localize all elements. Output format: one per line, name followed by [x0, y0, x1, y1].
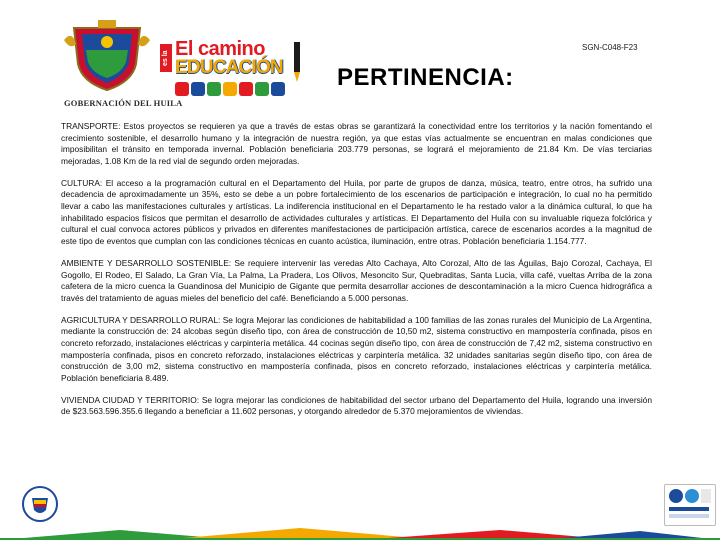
strip-green-icon	[207, 82, 221, 96]
campaign-line2: EDUCACIÓN	[175, 57, 283, 78]
document-body	[61, 121, 652, 429]
campaign-icon-strip	[175, 82, 285, 98]
section-agricultura: AGRICULTURA Y DESARROLLO RURAL: Se logra Mejorar las condiciones de habitabilidad a 100 familias de las zonas rurales del Municipio de La Argentina, mediante la construcción de: 24 alcobas según diseño tipo, con área de construcción de 10,50 m2, sistema constructivo en mampostería confinada, pisos en concreto reforzado, instalaciones eléctricas y carpintería metálica. 44 cocinas según diseño tipo, con área de construcción de 7,42 m2, sistema constructivo en mampostería confinada, pisos en concreto reforzado, instalaciones eléctricas y carpintería metálica. 32 unidades sanitarias según diseño tipo, con área de construcción de 3,00 m2, sistema constructivo en mampostería confinada, pisos en concreto reforzado, instalaciones eléctricas y carpintería metálica. Población beneficiaria 8.489.	[61, 314, 652, 383]
section-ambiente: AMBIENTE Y DESARROLLO SOSTENIBLE: Se requiere intervenir las veredas Alto Cachaya, Alto Corozal, Alto de las Águilas, Bajo Corozal, Cachaya, El Gogollo, El Rodeo, El Salado, La Gran Vía, La Palma, La Pradera, Los Olivos, Mesoncito Sur, Quebraditas, Santa Lucia, villa café, vueltas Arriba de la zona cafetera de la micro cuenca la Guandinosa del Municipio de Gigante que permita desarrollar acciones de descontaminación a la micro Cuenca hidrográfica a través del tratamiento de aguas mieles del beneficio del café. Beneficiando a 5.000 personas.	[61, 257, 652, 303]
section-transporte: TRANSPORTE: Estos proyectos se requieren ya que a través de estas obras se garantizará la conectividad entre los territorios y la nación fomentando el crecimiento sostenible, el desarrollo humano y la integración de nuestra región, ya que estas vías actualmente se encuentran en malas condiciones que imposibilitan el tránsito en temporada invernal. Población beneficiaria 203.779 personas, se logrará el mejoramiento de 21.84 Km. De vías terciarias mejoradas, 1.08 Km de la red vial de segundo orden mejoradas.	[61, 121, 652, 166]
strip-green2-icon	[255, 82, 269, 96]
strip-blue2-icon	[271, 82, 285, 96]
section-cultura: CULTURA: El acceso a la programación cultural en el Departamento del Huila, por parte de grupos de danza, música, teatro, entre otros, ha sufrido una decadencia de aproximadamente un 35%, esto se debe a un pobre fortalecimiento de los escenarios de participación e integración, lo cual no ha permitido llevar a cabo las manifestaciones culturales y artísticas. La indiferencia institucional en el Departamento le ha restado valor a la dinámica cultural, lo que ha inhabilitado espacios físicos que permitan el desarrollo de actividades culturales y artísticas. El Departamento del Huila con su invaluable riqueza folclórica y cultural el cual convoca actores públicos y privados en diferentes manifestaciones de participación artística, carece de escenarios acordes a la magnitud de este tipo de eventos que cumplan con las condiciones técnicas en cuanto acústica, iluminación, entre otras. Población beneficiaria 1.154.777.	[61, 177, 652, 246]
logo-bar-light	[669, 514, 709, 518]
strip-yellow-icon	[223, 82, 237, 96]
strip-blue-icon	[191, 82, 205, 96]
page-header	[0, 0, 720, 118]
logo-bar-blue	[669, 507, 709, 511]
logo-block-grey	[701, 489, 711, 503]
huila-shield-icon	[62, 20, 152, 92]
org-name: GOBERNACIÓN DEL HUILA	[64, 98, 183, 108]
institutional-logos-icon	[664, 484, 716, 526]
campaign-side-label: es la	[160, 44, 172, 72]
logo-circle-light-blue	[685, 489, 699, 503]
strip-red-icon	[175, 82, 189, 96]
page-title: PERTINENCIA:	[337, 64, 514, 91]
footer-color-stripe	[0, 528, 720, 540]
campaign-logo	[160, 38, 310, 104]
campaign-line1: El camino	[175, 38, 265, 60]
document-code: SGN-C048-F23	[582, 43, 638, 52]
section-vivienda: VIVIENDA CIUDAD Y TERRITORIO: Se logra mejorar las condiciones de habitabilidad del sector urbano del Departamento del Huila, logrando una inversión de $23.563.596.355.6 llegando a beneficiar a 11.602 personas, y otorgando alrededor de 5.370 mejoramientos de viviendas.	[61, 394, 652, 417]
campaign-pencil-icon	[292, 42, 302, 82]
strip-red2-icon	[239, 82, 253, 96]
colombia-seal-icon	[20, 484, 60, 524]
logo-circle-blue	[669, 489, 683, 503]
